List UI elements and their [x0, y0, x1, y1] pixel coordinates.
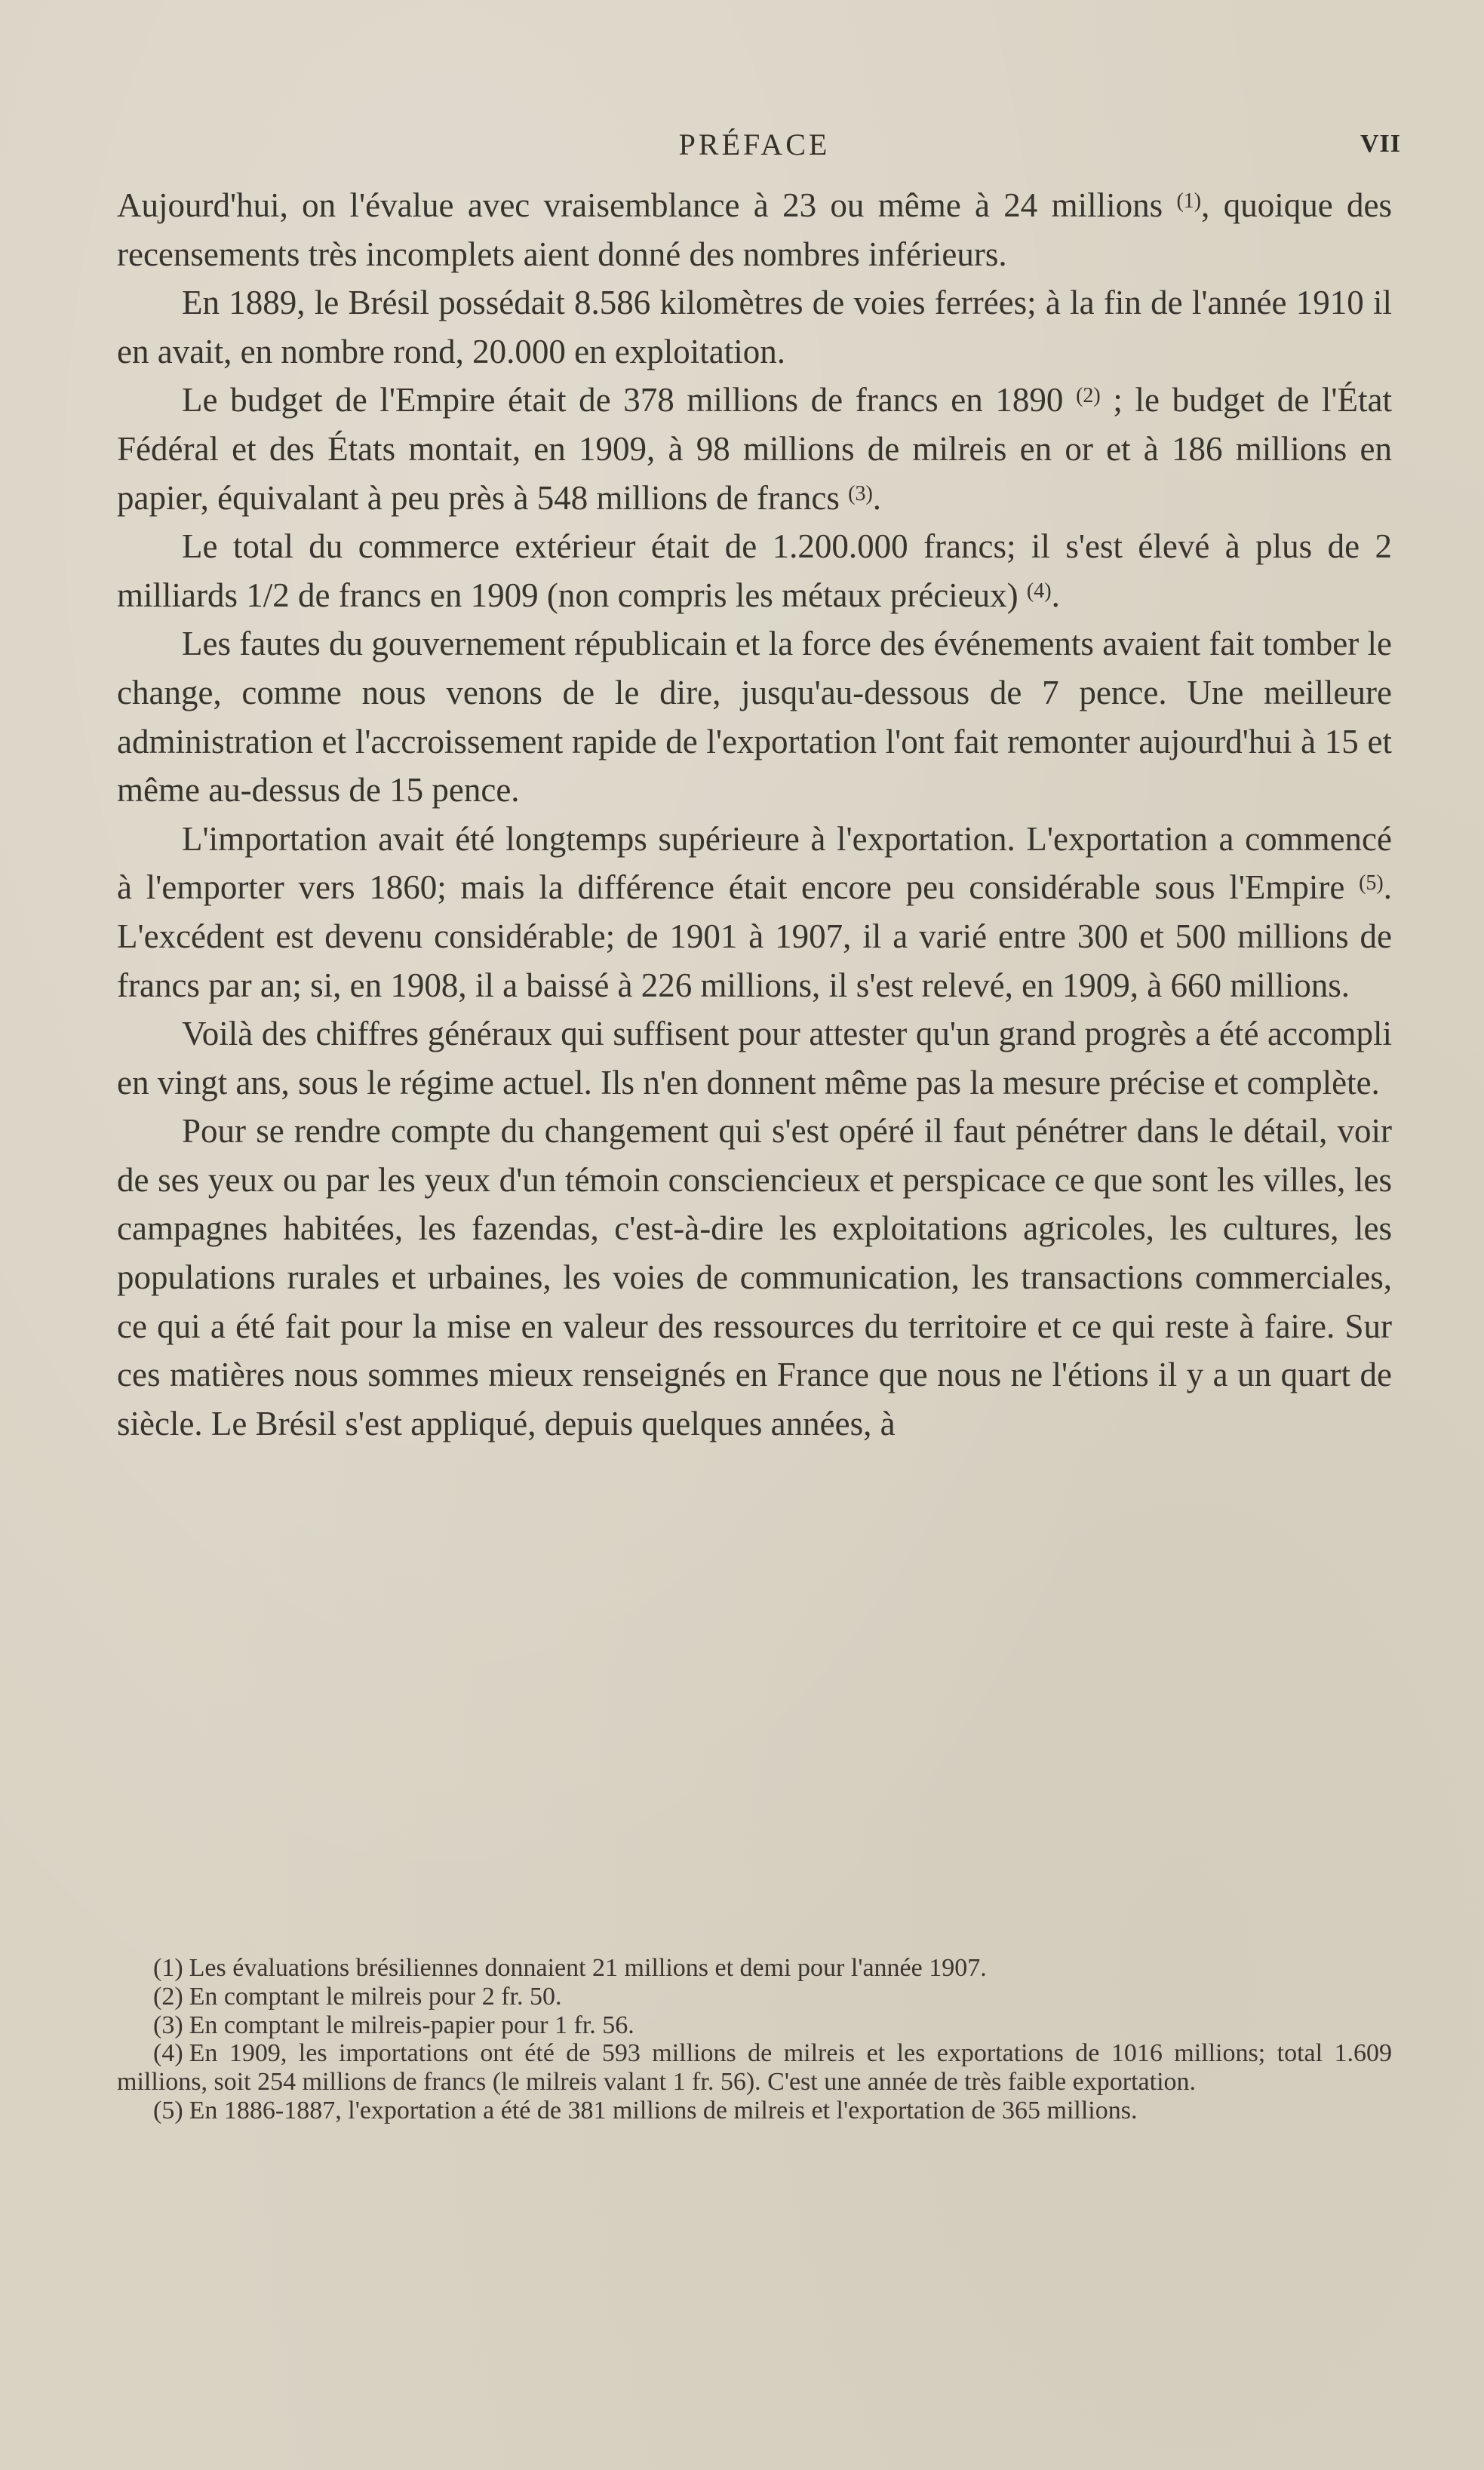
paragraph — [117, 181, 1392, 278]
footnote-number: (2) — [153, 1982, 183, 2011]
page-number: VII — [1360, 130, 1401, 158]
footnote — [117, 2039, 1392, 2097]
footnote-text: En 1886-1887, l'exportation a été de 381 millions de milreis et l'exportation de 365 millions. — [189, 2096, 1138, 2124]
paragraph-text: En 1889, le Brésil possédait 8.586 kilomètres de voies ferrées; à la fin de l'année 1910 il en avait, en nombre rond, 20.000 en exploitation. — [117, 284, 1392, 370]
paragraph-text: . L'excédent est devenu considérable; de 1901 à 1907, il a varié entre 300 et 500 millions de francs par an; si, en 1908, il a baissé à 226 millions, il s'est relevé, en 1909, à 660 millions. — [117, 868, 1392, 1004]
paragraph-text: L'importation avait été longtemps supérieure à l'exportation. L'exportation a commencé à l'emporter vers 1860; mais la différence était encore peu considérable sous l'Empire — [117, 819, 1392, 907]
running-title: PRÉFACE — [678, 127, 831, 161]
footnote-reference: (5) — [1359, 871, 1384, 896]
footnote-number: (1) — [153, 1954, 183, 1982]
running-head — [117, 127, 1401, 164]
footnote-reference: (2) — [1076, 384, 1101, 408]
paragraph — [117, 1107, 1392, 1448]
footnote — [117, 1983, 1392, 2011]
footnote-text: En comptant le milreis-papier pour 1 fr. 56. — [189, 2011, 634, 2039]
paragraph — [117, 278, 1392, 376]
paragraph-text: ; le budget de l'État Fédéral et des États montait, en 1909, à 98 millions de milreis en or et à 186 millions en papier, équivalant à peu près à 548 millions de francs — [117, 381, 1392, 517]
footnote-text: En 1909, les importations ont été de 593 millions de milreis et les exportations de 1016 millions; total 1.609 millions, soit 254 millions de francs (le milreis valant 1 fr. 56). C'est une année de très faible exportation. — [117, 2039, 1392, 2097]
paragraph-text: , quoique des recensements très incomplets aient donné des nombres inférieurs. — [117, 186, 1392, 273]
paragraph-text: Voilà des chiffres généraux qui suffisent pour attester qu'un grand progrès a été accompli en vingt ans, sous le régime actuel. Ils n'en donnent même pas la mesure précise et complète. — [117, 1015, 1392, 1101]
paragraph-text: . — [1051, 576, 1060, 614]
footnote-reference: (1) — [1176, 189, 1202, 213]
paragraph — [117, 522, 1392, 619]
footnote-reference: (4) — [1026, 579, 1052, 603]
footnotes — [117, 1954, 1392, 2125]
body-text — [117, 181, 1392, 1448]
footnote-number: (4) — [153, 2039, 183, 2068]
footnote-number: (3) — [153, 2011, 183, 2039]
paragraph-text: Le total du commerce extérieur était de 1.200.000 francs; il s'est élevé à plus de 2 milliards 1/2 de francs en 1909 (non compris les métaux précieux) — [117, 527, 1392, 614]
paragraph-text: Pour se rendre compte du changement qui s'est opéré il faut pénétrer dans le détail, voir de ses yeux ou par les yeux d'un témoin consciencieux et perspicace ce que sont les villes, les campagnes habitées, les fazendas, c'est-à-dire les exploitations agricoles, les cultures, les populations rurales et urbaines, les voies de communication, les transactions commerciales, ce qui a été fait pour la mise en valeur des ressources du territoire et ce qui reste à faire. Sur ces matières nous sommes mieux renseignés en France que nous ne l'étions il y a un quart de siècle. Le Brésil s'est appliqué, depuis quelques années, à — [117, 1112, 1392, 1442]
footnote-number: (5) — [153, 2096, 183, 2124]
paragraph — [117, 1009, 1392, 1107]
footnote-text: Les évaluations brésiliennes donnaient 21 millions et demi pour l'année 1907. — [189, 1954, 987, 1982]
paragraph-text: Le budget de l'Empire était de 378 millions de francs en 1890 — [182, 381, 1077, 419]
footnote — [117, 2097, 1392, 2125]
footnote-text: En comptant le milreis pour 2 fr. 50. — [189, 1982, 562, 2011]
footnote — [117, 2011, 1392, 2040]
paragraph-text: Les fautes du gouvernement républicain et la force des événements avaient fait tomber le change, comme nous venons de le dire, jusqu'au-dessous de 7 pence. Une meilleure administration et l'accroissement rapide de l'exportation l'ont fait remonter aujourd'hui à 15 et même au-dessus de 15 pence. — [117, 625, 1392, 810]
footnote-reference: (3) — [848, 481, 873, 505]
paragraph — [117, 815, 1392, 1009]
paragraph — [117, 376, 1392, 522]
paragraph-text: . — [872, 478, 882, 517]
paragraph-text: Aujourd'hui, on l'évalue avec vraisemblance à 23 ou même à 24 millions — [117, 186, 1177, 224]
paragraph — [117, 619, 1392, 814]
footnote — [117, 1954, 1392, 1983]
